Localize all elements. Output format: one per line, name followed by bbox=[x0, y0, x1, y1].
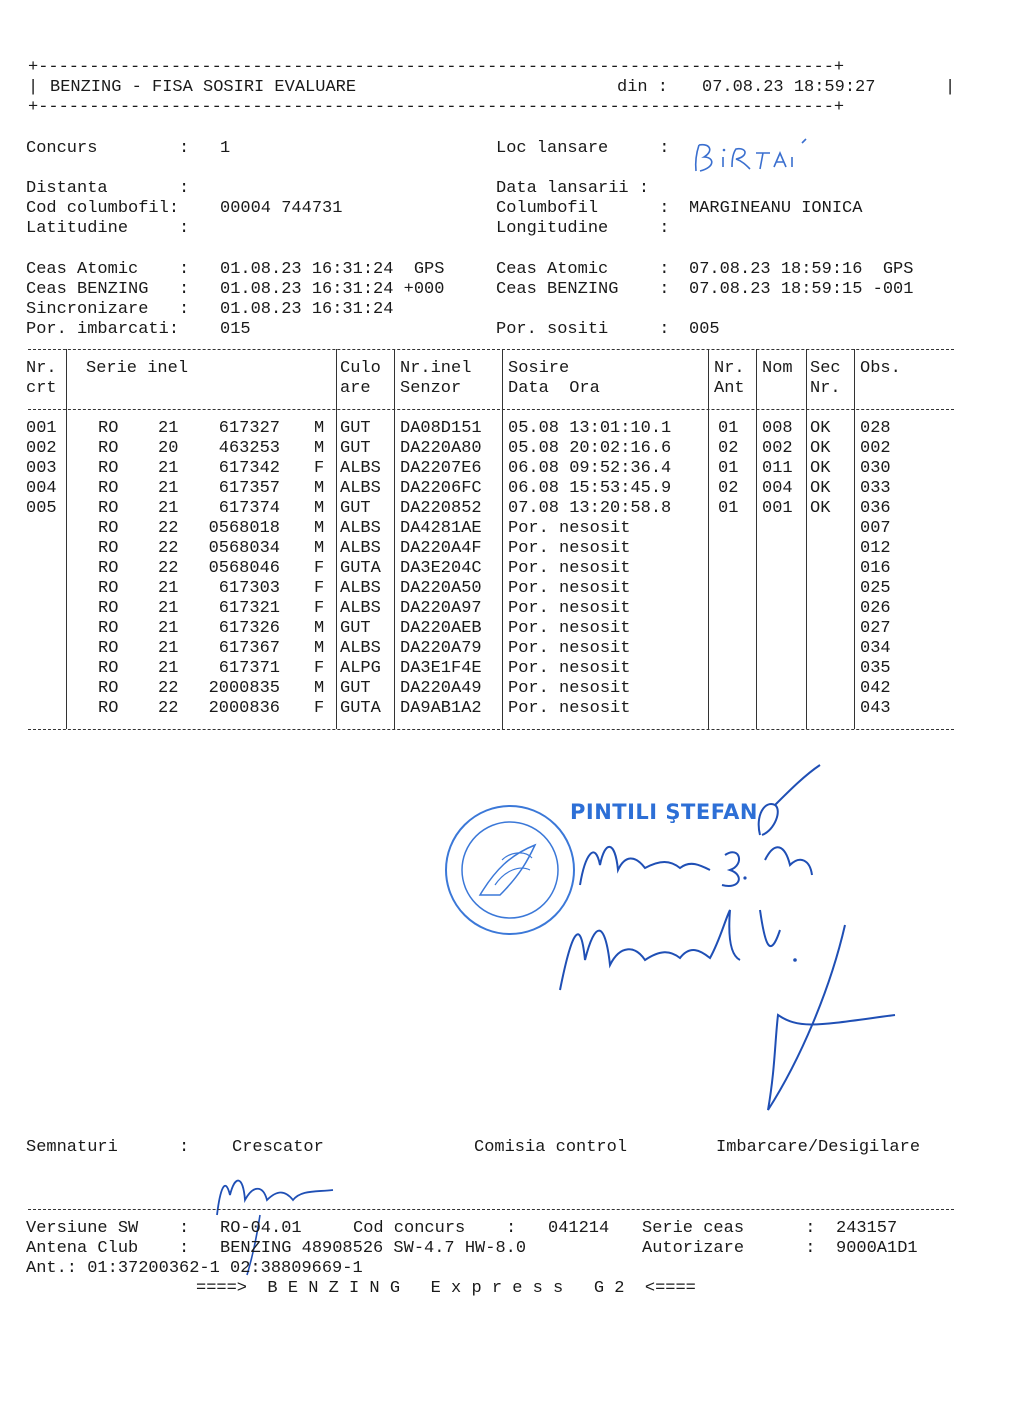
row-year: 21 bbox=[158, 599, 179, 618]
row-obs: 028 bbox=[860, 419, 891, 438]
row-arrival: Por. nesosit bbox=[508, 579, 631, 598]
crescator-label: Crescator bbox=[232, 1138, 324, 1157]
concurs-value: 1 bbox=[220, 139, 231, 158]
row-sex: M bbox=[314, 439, 325, 458]
table-header-rule bbox=[28, 409, 954, 410]
row-year: 21 bbox=[158, 619, 179, 638]
row-arrival: 05.08 13:01:10.1 bbox=[508, 419, 672, 438]
serie-ceas-value: 243157 bbox=[836, 1219, 898, 1238]
signature-group bbox=[550, 760, 910, 1125]
autorizare-label: Autorizare : bbox=[642, 1239, 816, 1258]
row-color: ALBS bbox=[340, 579, 381, 598]
row-sex: M bbox=[314, 639, 325, 658]
row-year: 22 bbox=[158, 699, 179, 718]
row-color: GUT bbox=[340, 679, 371, 698]
row-ring-number: 0568034 bbox=[208, 539, 280, 558]
header-top-border: +------------------------------------------------------------------------------+ bbox=[28, 58, 845, 77]
row-arrival: Por. nesosit bbox=[508, 699, 631, 718]
row-sex: M bbox=[314, 539, 325, 558]
row-sensor: DA3E204C bbox=[400, 559, 482, 578]
row-year: 21 bbox=[158, 499, 179, 518]
row-sensor: DA08D151 bbox=[400, 419, 482, 438]
por-sositi-label: Por. sositi : bbox=[496, 320, 670, 339]
row-color: GUT bbox=[340, 619, 371, 638]
por-imbarcati-label: Por. imbarcati: bbox=[26, 320, 180, 339]
col-nr-h2: crt bbox=[26, 379, 57, 398]
col-culo-h2: are bbox=[340, 379, 371, 398]
longitudine-label: Longitudine : bbox=[496, 219, 670, 238]
ceas-atomic-start-value: 01.08.23 16:31:24 GPS bbox=[220, 260, 445, 279]
col-sosire-h2: Data Ora bbox=[508, 379, 600, 398]
row-color: ALBS bbox=[340, 639, 381, 658]
row-country: RO bbox=[98, 679, 119, 698]
row-sensor: DA220A79 bbox=[400, 639, 482, 658]
row-color: ALBS bbox=[340, 539, 381, 558]
row-nom: 008 bbox=[762, 419, 793, 438]
footer-rule bbox=[28, 1209, 954, 1210]
row-sex: F bbox=[314, 599, 325, 618]
ceas-benzing-start-label: Ceas BENZING : bbox=[26, 280, 190, 299]
ceas-benzing-end-label: Ceas BENZING : bbox=[496, 280, 670, 299]
row-obs: 002 bbox=[860, 439, 891, 458]
ceas-benzing-start-value: 01.08.23 16:31:24 +000 bbox=[220, 280, 445, 299]
row-nr: 004 bbox=[26, 479, 57, 498]
row-ring-number: 617371 bbox=[218, 659, 280, 678]
row-year: 22 bbox=[158, 559, 179, 578]
row-sec: OK bbox=[810, 479, 831, 498]
row-sensor: DA220A80 bbox=[400, 439, 482, 458]
row-arrival: Por. nesosit bbox=[508, 679, 631, 698]
row-ring-number: 617367 bbox=[218, 639, 280, 658]
din-label: din : bbox=[617, 78, 669, 97]
row-sex: F bbox=[314, 559, 325, 578]
row-sec: OK bbox=[810, 499, 831, 518]
col-ant-h2: Ant bbox=[714, 379, 745, 398]
table-bottom-rule bbox=[28, 729, 954, 730]
row-obs: 007 bbox=[860, 519, 891, 538]
row-arrival: Por. nesosit bbox=[508, 559, 631, 578]
row-color: GUT bbox=[340, 499, 371, 518]
row-sensor: DA220A49 bbox=[400, 679, 482, 698]
row-year: 20 bbox=[158, 439, 179, 458]
col-sosire-h1: Sosire bbox=[508, 359, 570, 378]
col-senzor-h2: Senzor bbox=[400, 379, 462, 398]
row-color: GUT bbox=[340, 419, 371, 438]
ceas-benzing-end-value: 07.08.23 18:59:15 -001 bbox=[689, 280, 914, 299]
comisia-label: Comisia control bbox=[474, 1138, 628, 1157]
columbofil-value: MARGINEANU IONICA bbox=[689, 199, 863, 218]
row-year: 21 bbox=[158, 579, 179, 598]
header-left-pipe: | bbox=[28, 78, 39, 97]
row-arrival: Por. nesosit bbox=[508, 539, 631, 558]
row-sex: M bbox=[314, 419, 325, 438]
row-country: RO bbox=[98, 579, 119, 598]
data-lansarii-label: Data lansarii : bbox=[496, 179, 650, 198]
benzing-banner: ====> B E N Z I N G E x p r e s s G 2 <==== bbox=[196, 1279, 696, 1298]
row-arrival: 06.08 15:53:45.9 bbox=[508, 479, 672, 498]
row-arrival: 07.08 13:20:58.8 bbox=[508, 499, 672, 518]
row-obs: 030 bbox=[860, 459, 891, 478]
row-antenna: 01 bbox=[718, 499, 739, 518]
doc-title: BENZING - FISA SOSIRI EVALUARE bbox=[50, 78, 357, 97]
row-sensor: DA4281AE bbox=[400, 519, 482, 538]
row-sensor: DA2206FC bbox=[400, 479, 482, 498]
versiune-label: Versiune SW : bbox=[26, 1219, 190, 1238]
cod-columbofil-value: 00004 744731 bbox=[220, 199, 343, 218]
row-arrival: Por. nesosit bbox=[508, 619, 631, 638]
row-color: ALBS bbox=[340, 599, 381, 618]
row-sec: OK bbox=[810, 419, 831, 438]
cod-concurs-label: Cod concurs : bbox=[353, 1219, 517, 1238]
row-country: RO bbox=[98, 639, 119, 658]
row-ring-number: 0568018 bbox=[208, 519, 280, 538]
row-year: 21 bbox=[158, 419, 179, 438]
row-sensor: DA220AEB bbox=[400, 619, 482, 638]
row-sex: F bbox=[314, 459, 325, 478]
semnaturi-label: Semnaturi : bbox=[26, 1138, 190, 1157]
row-sec: OK bbox=[810, 459, 831, 478]
row-arrival: 05.08 20:02:16.6 bbox=[508, 439, 672, 458]
row-sex: F bbox=[314, 659, 325, 678]
row-sensor: DA220A97 bbox=[400, 599, 482, 618]
latitudine-label: Latitudine : bbox=[26, 219, 190, 238]
row-nr: 001 bbox=[26, 419, 57, 438]
row-nr: 002 bbox=[26, 439, 57, 458]
row-year: 21 bbox=[158, 639, 179, 658]
row-obs: 033 bbox=[860, 479, 891, 498]
col-ant-h1: Nr. bbox=[714, 359, 745, 378]
row-sex: F bbox=[314, 699, 325, 718]
row-obs: 016 bbox=[860, 559, 891, 578]
row-ring-number: 617342 bbox=[218, 459, 280, 478]
ceas-atomic-start-label: Ceas Atomic : bbox=[26, 260, 190, 279]
distanta-label: Distanta : bbox=[26, 179, 190, 198]
loc-lansare-handwritten bbox=[690, 135, 820, 185]
antena-value: BENZING 48908526 SW-4.7 HW-8.0 bbox=[220, 1239, 527, 1258]
row-sensor: DA2207E6 bbox=[400, 459, 482, 478]
row-ring-number: 2000835 bbox=[208, 679, 280, 698]
row-country: RO bbox=[98, 499, 119, 518]
col-nr-h1: Nr. bbox=[26, 359, 57, 378]
row-country: RO bbox=[98, 599, 119, 618]
row-color: ALBS bbox=[340, 459, 381, 478]
row-year: 21 bbox=[158, 659, 179, 678]
row-country: RO bbox=[98, 419, 119, 438]
cod-columbofil-label: Cod columbofil: bbox=[26, 199, 180, 218]
header-bottom-border: +------------------------------------------------------------------------------+ bbox=[28, 98, 845, 117]
serie-ceas-label: Serie ceas : bbox=[642, 1219, 816, 1238]
row-ring-number: 2000836 bbox=[208, 699, 280, 718]
col-serie-h: Serie inel bbox=[86, 359, 189, 378]
row-nom: 004 bbox=[762, 479, 793, 498]
row-country: RO bbox=[98, 439, 119, 458]
row-nom: 011 bbox=[762, 459, 793, 478]
row-country: RO bbox=[98, 519, 119, 538]
row-sec: OK bbox=[810, 439, 831, 458]
header-right-pipe: | bbox=[945, 78, 956, 97]
row-sex: M bbox=[314, 499, 325, 518]
row-color: ALBS bbox=[340, 519, 381, 538]
row-nr: 003 bbox=[26, 459, 57, 478]
row-arrival: Por. nesosit bbox=[508, 639, 631, 658]
stamp-name: PINTILI ŞTEFAN bbox=[570, 800, 758, 824]
cod-concurs-value: 041214 bbox=[548, 1219, 610, 1238]
row-ring-number: 617321 bbox=[218, 599, 280, 618]
row-color: GUTA bbox=[340, 559, 381, 578]
row-obs: 042 bbox=[860, 679, 891, 698]
row-obs: 025 bbox=[860, 579, 891, 598]
row-ring-number: 617326 bbox=[218, 619, 280, 638]
row-antenna: 01 bbox=[718, 459, 739, 478]
row-sensor: DA220A4F bbox=[400, 539, 482, 558]
row-ring-number: 463253 bbox=[218, 439, 280, 458]
antena-label: Antena Club : bbox=[26, 1239, 190, 1258]
row-country: RO bbox=[98, 539, 119, 558]
row-sex: F bbox=[314, 579, 325, 598]
ceas-atomic-end-label: Ceas Atomic : bbox=[496, 260, 670, 279]
row-obs: 036 bbox=[860, 499, 891, 518]
row-year: 21 bbox=[158, 459, 179, 478]
table-top-rule bbox=[28, 349, 954, 350]
row-ring-number: 617303 bbox=[218, 579, 280, 598]
sincronizare-label: Sincronizare : bbox=[26, 300, 190, 319]
row-color: GUTA bbox=[340, 699, 381, 718]
col-sec-h1: Sec bbox=[810, 359, 841, 378]
row-country: RO bbox=[98, 699, 119, 718]
row-year: 22 bbox=[158, 519, 179, 538]
row-country: RO bbox=[98, 619, 119, 638]
row-obs: 027 bbox=[860, 619, 891, 638]
row-country: RO bbox=[98, 479, 119, 498]
row-sensor: DA220852 bbox=[400, 499, 482, 518]
row-nr: 005 bbox=[26, 499, 57, 518]
row-sex: M bbox=[314, 619, 325, 638]
versiune-value: RO-04.01 bbox=[220, 1219, 302, 1238]
row-obs: 034 bbox=[860, 639, 891, 658]
row-nom: 001 bbox=[762, 499, 793, 518]
row-arrival: Por. nesosit bbox=[508, 599, 631, 618]
antenna-serials: Ant.: 01:37200362-1 02:38809669-1 bbox=[26, 1259, 363, 1278]
row-country: RO bbox=[98, 559, 119, 578]
col-sec-h2: Nr. bbox=[810, 379, 841, 398]
ceas-atomic-end-value: 07.08.23 18:59:16 GPS bbox=[689, 260, 914, 279]
row-obs: 012 bbox=[860, 539, 891, 558]
col-culo-h1: Culo bbox=[340, 359, 381, 378]
row-color: ALBS bbox=[340, 479, 381, 498]
row-arrival: Por. nesosit bbox=[508, 659, 631, 678]
concurs-label: Concurs : bbox=[26, 139, 190, 158]
row-arrival: 06.08 09:52:36.4 bbox=[508, 459, 672, 478]
row-sex: M bbox=[314, 519, 325, 538]
row-sex: M bbox=[314, 679, 325, 698]
columbofil-label: Columbofil : bbox=[496, 199, 670, 218]
sincronizare-value: 01.08.23 16:31:24 bbox=[220, 300, 394, 319]
row-year: 21 bbox=[158, 479, 179, 498]
row-antenna: 02 bbox=[718, 479, 739, 498]
row-obs: 035 bbox=[860, 659, 891, 678]
col-obs-h: Obs. bbox=[860, 359, 901, 378]
col-senzor-h1: Nr.inel bbox=[400, 359, 472, 378]
row-ring-number: 0568046 bbox=[208, 559, 280, 578]
row-sensor: DA9AB1A2 bbox=[400, 699, 482, 718]
row-ring-number: 617357 bbox=[218, 479, 280, 498]
row-color: GUT bbox=[340, 439, 371, 458]
autorizare-value: 9000A1D1 bbox=[836, 1239, 918, 1258]
row-obs: 043 bbox=[860, 699, 891, 718]
row-year: 22 bbox=[158, 539, 179, 558]
row-country: RO bbox=[98, 659, 119, 678]
row-arrival: Por. nesosit bbox=[508, 519, 631, 538]
row-antenna: 02 bbox=[718, 439, 739, 458]
row-year: 22 bbox=[158, 679, 179, 698]
row-sex: M bbox=[314, 479, 325, 498]
row-nom: 002 bbox=[762, 439, 793, 458]
por-imbarcati-value: 015 bbox=[220, 320, 251, 339]
row-ring-number: 617327 bbox=[218, 419, 280, 438]
row-sensor: DA220A50 bbox=[400, 579, 482, 598]
row-country: RO bbox=[98, 459, 119, 478]
col-nom-h: Nom bbox=[762, 359, 793, 378]
row-antenna: 01 bbox=[718, 419, 739, 438]
row-ring-number: 617374 bbox=[218, 499, 280, 518]
row-color: ALPG bbox=[340, 659, 381, 678]
por-sositi-value: 005 bbox=[689, 320, 720, 339]
row-sensor: DA3E1F4E bbox=[400, 659, 482, 678]
imbarcare-label: Imbarcare/Desigilare bbox=[716, 1138, 921, 1157]
row-obs: 026 bbox=[860, 599, 891, 618]
din-value: 07.08.23 18:59:27 bbox=[702, 78, 876, 97]
loc-lansare-label: Loc lansare : bbox=[496, 139, 670, 158]
